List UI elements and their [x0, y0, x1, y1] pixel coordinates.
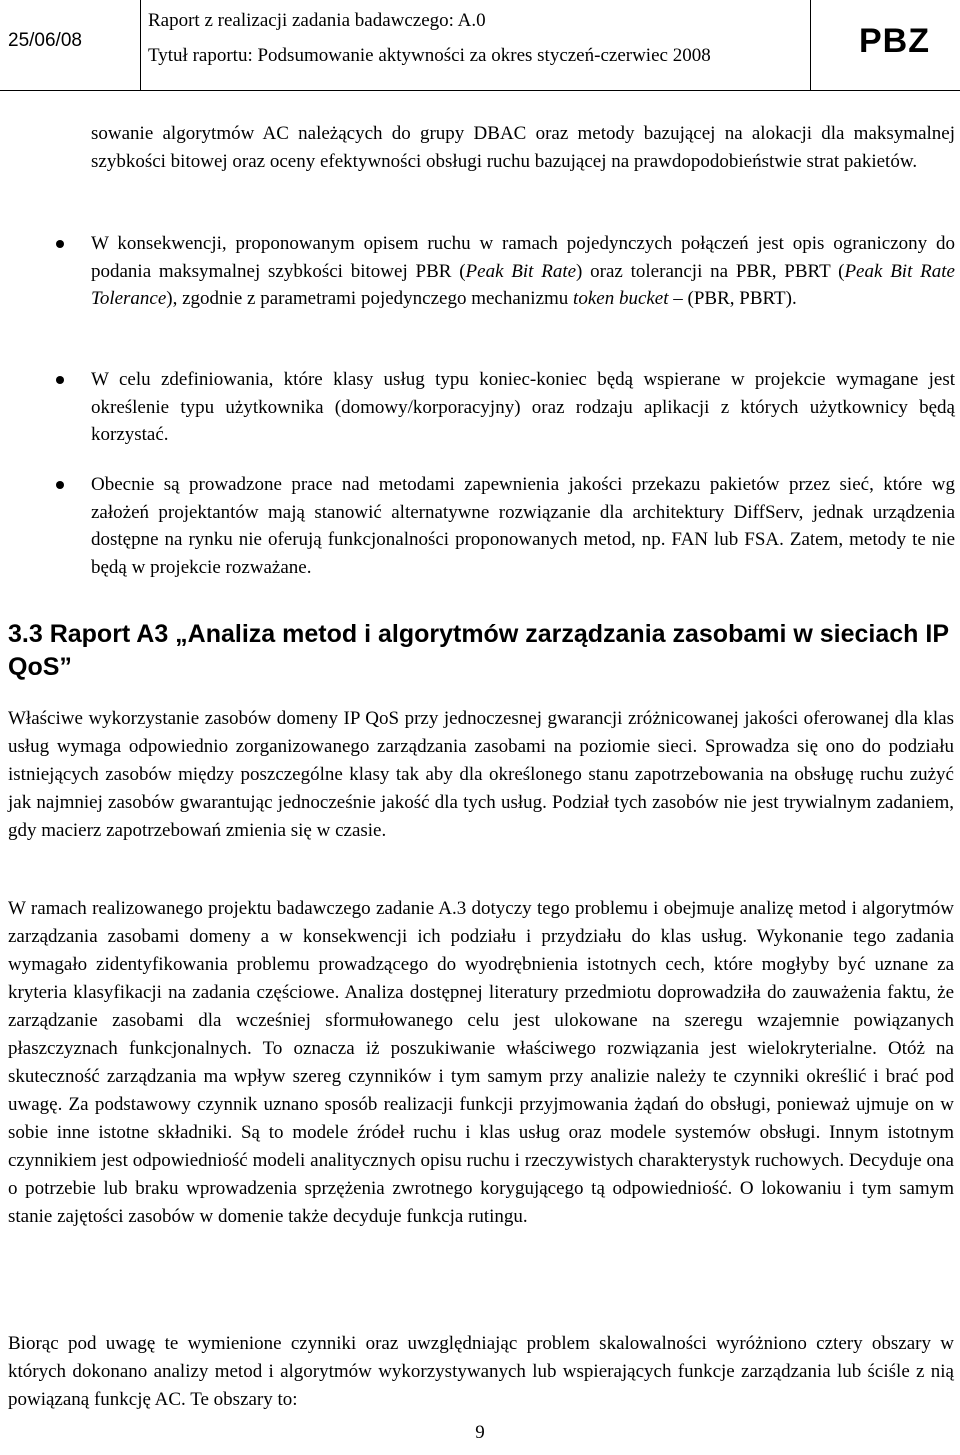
paragraph: Właściwe wykorzystanie zasobów domeny IP QoS przy jednoczesnej gwarancji zróżnicowanej jakości oferowanej dla klas usług wymaga odpowiednio zorganizowanego zarządzania zasobami na poziomie sieci. Sprowadza się ono do podziału istniejących zasobów między poszczególne klasy tak aby dla określonego stanu zapotrzebowania na obsługę ruchu zużyć jak najmniej zasobów gwarantując jednocześnie jakość dla tych usług. Podział tych zasobów nie jest trywialnym zadaniem, gdy macierz zapotrzebowań zmienia się w czasie.	[8, 708, 954, 841]
bullet-dot	[56, 376, 64, 384]
header-report-title: Raport z realizacji zadania badawczego: A.0	[148, 10, 486, 31]
page-header	[0, 0, 960, 91]
bullet-item: W celu zdefiniowania, które klasy usług typu koniec-koniec będą wspierane w projekcie wymagane jest określenie typu użytkownika (domowy/korporacyjny) oraz rodzaju aplikacji z których użytkownicy będą korzystać.	[91, 369, 955, 445]
header-divider	[810, 0, 811, 90]
header-report-subtitle: Tytuł raportu: Podsumowanie aktywności za okres styczeń-czerwiec 2008	[148, 45, 711, 66]
continuation-text: sowanie algorytmów AC należących do grupy DBAC oraz metody bazującej na alokacji dla maksymalnej szybkości bitowej oraz oceny efektywności obsługi ruchu bazującej na prawdopodobieństwie strat pakietów.	[91, 123, 955, 172]
paragraph: W ramach realizowanego projektu badawczego zadanie A.3 dotyczy tego problemu i obejmuje analizę metod i algorytmów zarządzania zasobami domeny a w konsekwencji ich podziału i przydziału do klas usług. Wykonanie tego zadania wymagało zidentyfikowania problemu prowadzącego do wyodrębnienia istotnych cech, które mogłyby być uznane za kryteria klasyfikacji na zadania częściowe. Analiza dostępnej literatury przedmiotu doprowadziła do zauważenia faktu, że zarządzanie zasobami dla wcześniej sformułowanego celu jest ulokowane na szeregu wzajemnie powiązanych płaszczyznach funkcjonalnych. To oznacza iż poszukiwanie właściwego rozwiązania jest wielokryterialne. Otóż na skuteczność zarządzania ma wpływ szereg czynników i tym samym przy analizie należy te czynniki określić i brać pod uwagę. Za podstawowy czynnik uznano sposób realizacji funkcji przyjmowania żądań do obsługi, ponieważ ujmuje on w sobie inne istotne składniki. Są to modele źródeł ruchu i klas usług oraz modele systemów obsługi. Innym istotnym czynnikiem jest odpowiedniość modeli analitycznych opisu ruchu i rzeczywistych charakterystyk ruchowych. Decyduje ona o potrzebie lub braku wprowadzenia sprzężenia zwrotnego korygującego tą odpowiedniość. O lokowaniu i tym samym stanie zajętości zasobów w domenie także decyduje funkcja rutingu.	[8, 898, 954, 1227]
bullet-dot	[56, 481, 64, 489]
header-divider	[140, 0, 141, 90]
paragraph: Biorąc pod uwagę te wymienione czynniki oraz uwzględniając problem skalowalności wyróżniono cztery obszary w których dokonano analizy metod i algorytmów wykorzystywanych lub wspierających funkcje zarządzania lub ściśle z nią powiązaną funkcję AC. Te obszary to:	[8, 1333, 954, 1410]
bullet-item: Obecnie są prowadzone prace nad metodami zapewnienia jakości przekazu pakietów przez sieć, które wg założeń projektantów mają stanowić alternatywne rozwiązanie dla architektury DiffServ, jednak urządzenia dostępne na rynku nie oferują funkcjonalności proponowanych metod, np. FAN lub FSA. Zatem, metody te nie będą w projekcie rozważane.	[91, 474, 955, 578]
bullet-dot	[56, 240, 64, 248]
bullet-item: W konsekwencji, proponowanym opisem ruchu w ramach pojedynczych połączeń jest opis ograniczony do podania maksymalnej szybkości bitowej PBR (Peak Bit Rate) oraz tolerancji na PBR, PBRT (Peak Bit Rate Tolerance), zgodnie z parametrami pojedynczego mechanizmu token bucket – (PBR, PBRT).	[91, 233, 955, 309]
page-number: 9	[475, 1422, 485, 1443]
header-logo: PBZ	[859, 22, 930, 60]
header-date: 25/06/08	[8, 30, 82, 51]
section-heading: 3.3 Raport A3 „Analiza metod i algorytmów zarządzania zasobami w sieciach IP QoS”	[8, 620, 949, 681]
